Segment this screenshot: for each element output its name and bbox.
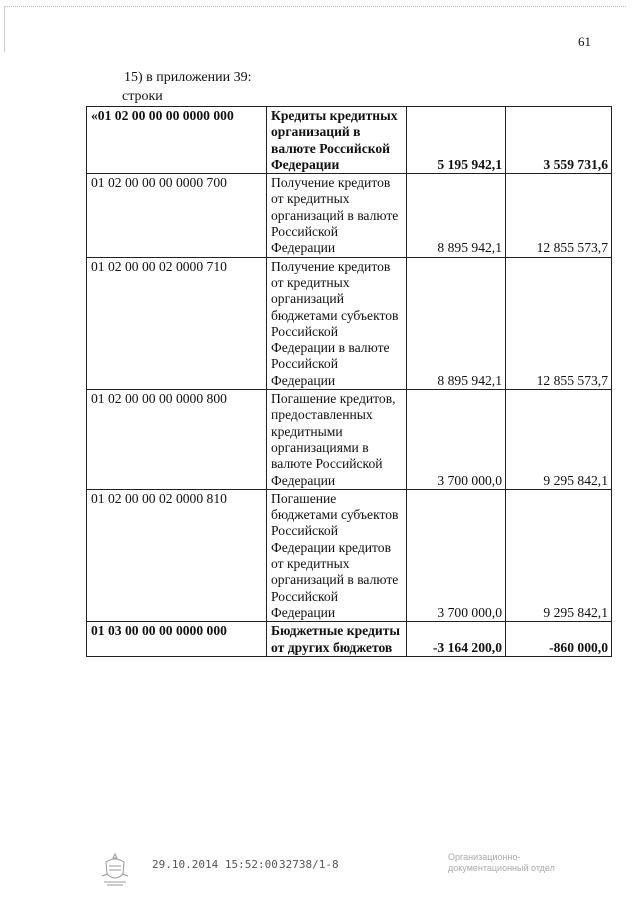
table-row bbox=[87, 174, 612, 257]
page-number: 61 bbox=[578, 34, 591, 49]
budget-table bbox=[86, 106, 612, 657]
coat-of-arms-icon bbox=[98, 852, 132, 888]
row-value-2: 12 855 573,7 bbox=[506, 174, 612, 257]
table-row bbox=[87, 622, 612, 657]
row-name: Получение кредитов от кредитных организаций в валюте Российской Федерации bbox=[267, 174, 407, 257]
row-name: Погашение кредитов, предоставленных кредитными организациями в валюте Российской Федерации bbox=[267, 390, 407, 490]
stamp-line-2: документационный отдел bbox=[448, 863, 555, 873]
row-value-1: 8 895 942,1 bbox=[407, 257, 506, 389]
top-rule bbox=[4, 6, 626, 7]
intro-line-1: 15) в приложении 39: bbox=[124, 70, 252, 85]
row-name: Бюджетные кредиты от других бюджетов bbox=[267, 622, 407, 657]
row-value-1: -3 164 200,0 bbox=[407, 622, 506, 657]
department-stamp bbox=[448, 852, 555, 874]
row-value-1: 3 700 000,0 bbox=[407, 489, 506, 621]
row-value-2: -860 000,0 bbox=[506, 622, 612, 657]
row-code: «01 02 00 00 00 0000 000 bbox=[87, 107, 267, 174]
row-code: 01 02 00 00 00 0000 800 bbox=[87, 390, 267, 490]
row-value-2: 9 295 842,1 bbox=[506, 489, 612, 621]
intro bbox=[122, 68, 251, 106]
row-code: 01 02 00 00 00 0000 700 bbox=[87, 174, 267, 257]
row-value-1: 8 895 942,1 bbox=[407, 174, 506, 257]
stamp-line-1: Организационно- bbox=[448, 852, 521, 862]
intro-line-2: строки bbox=[122, 89, 163, 104]
row-value-1: 5 195 942,1 bbox=[407, 107, 506, 174]
row-name: Кредиты кредитных организаций в валюте Российской Федерации bbox=[267, 107, 407, 174]
row-code: 01 02 00 00 02 0000 710 bbox=[87, 257, 267, 389]
row-name: Получение кредитов от кредитных организаций бюджетами субъектов Российской Федерации в валюте Российской Федерации bbox=[267, 257, 407, 389]
row-value-2: 9 295 842,1 bbox=[506, 390, 612, 490]
footer-doc-number: 32738/1-8 bbox=[279, 858, 339, 871]
row-code: 01 03 00 00 00 0000 000 bbox=[87, 622, 267, 657]
row-name: Погашение бюджетами субъектов Российской Федерации кредитов от кредитных организаций в валюте Российской Федерации bbox=[267, 489, 407, 621]
table-row bbox=[87, 489, 612, 621]
table-row bbox=[87, 257, 612, 389]
table-row bbox=[87, 390, 612, 490]
row-value-2: 12 855 573,7 bbox=[506, 257, 612, 389]
row-value-2: 3 559 731,6 bbox=[506, 107, 612, 174]
row-code: 01 02 00 00 02 0000 810 bbox=[87, 489, 267, 621]
table-row bbox=[87, 107, 612, 174]
row-value-1: 3 700 000,0 bbox=[407, 390, 506, 490]
left-rule bbox=[4, 6, 5, 52]
footer-datetime: 29.10.2014 15:52:00 bbox=[152, 858, 278, 871]
